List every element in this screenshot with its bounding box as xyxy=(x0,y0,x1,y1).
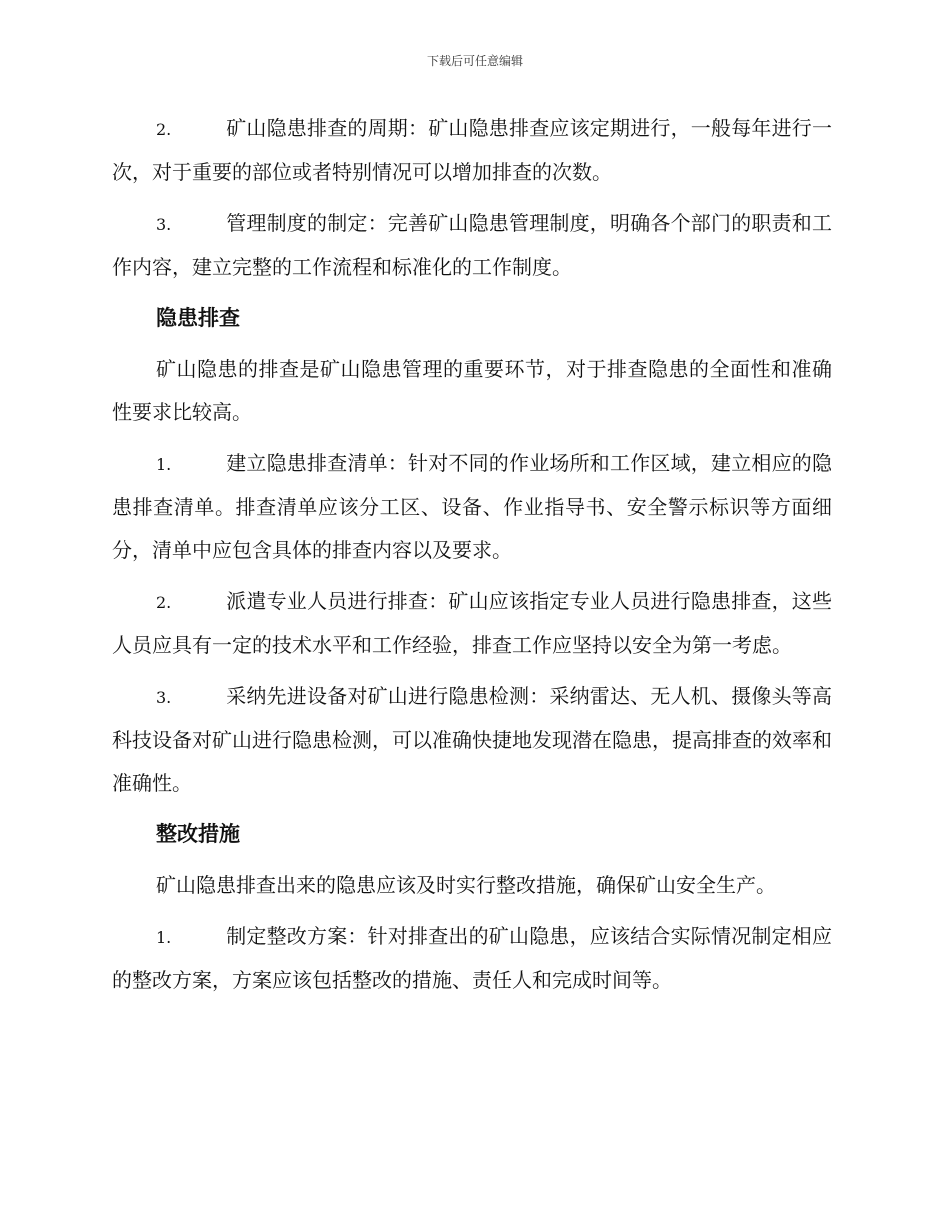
item-number: 2. xyxy=(156,120,172,139)
list-item xyxy=(112,442,832,572)
item-text: 采纳先进设备对矿山进行隐患检测：采纳雷达、无人机、摄像头等高科技设备对矿山进行隐患检测，可以准确快捷地发现潜在隐患，提高排查的效率和准确性。 xyxy=(112,684,832,795)
item-number: 1. xyxy=(156,455,172,474)
paragraph: 矿山隐患排查出来的隐患应该及时实行整改措施，确保矿山安全生产。 xyxy=(156,873,776,897)
document-body xyxy=(112,107,832,1010)
section-heading-rectification: 整改措施 xyxy=(156,822,240,846)
list-item xyxy=(112,202,832,289)
item-number: 2. xyxy=(156,593,172,612)
paragraph: 矿山隐患的排查是矿山隐患管理的重要环节，对于排查隐患的全面性和准确性要求比较高。 xyxy=(112,357,832,424)
list-item xyxy=(112,675,832,805)
list-item xyxy=(112,915,832,1002)
section-heading-hazard-check: 隐患排查 xyxy=(156,306,240,330)
item-number: 3. xyxy=(156,688,172,707)
item-number: 3. xyxy=(156,215,172,234)
item-text: 派遣专业人员进行排查：矿山应该指定专业人员进行隐患排查，这些人员应具有一定的技术水平和工作经验，排查工作应坚持以安全为第一考虑。 xyxy=(112,589,832,657)
item-number: 1. xyxy=(156,928,172,947)
item-text: 建立隐患排查清单：针对不同的作业场所和工作区域，建立相应的隐患排查清单。排查清单应该分工区、设备、作业指导书、安全警示标识等方面细分，清单中应包含具体的排查内容以及要求。 xyxy=(112,451,832,562)
item-text: 管理制度的制定：完善矿山隐患管理制度，明确各个部门的职责和工作内容，建立完整的工作流程和标准化的工作制度。 xyxy=(112,211,832,279)
list-item xyxy=(112,107,832,194)
item-text: 制定整改方案：针对排查出的矿山隐患，应该结合实际情况制定相应的整改方案，方案应该包括整改的措施、责任人和完成时间等。 xyxy=(112,924,832,992)
list-item xyxy=(112,580,832,667)
item-text: 矿山隐患排查的周期：矿山隐患排查应该定期进行，一般每年进行一次，对于重要的部位或者特别情况可以增加排查的次数。 xyxy=(112,116,832,184)
page-header: 下载后可任意编辑 xyxy=(426,54,523,68)
